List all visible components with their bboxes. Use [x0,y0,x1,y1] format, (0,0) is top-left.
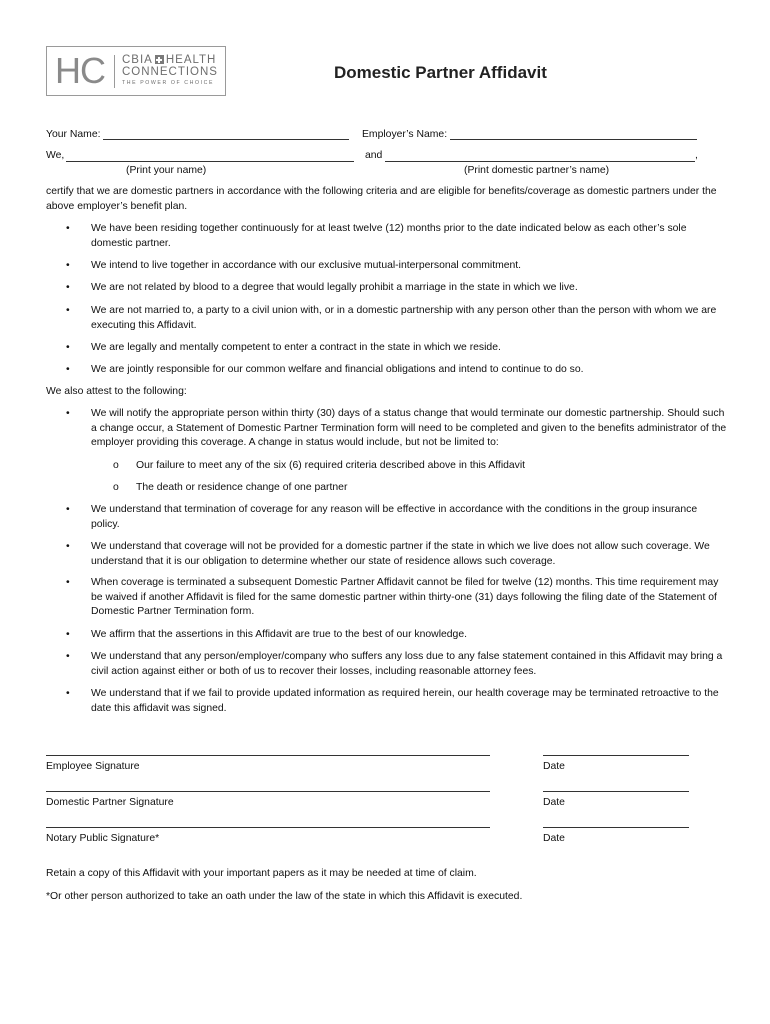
and-label: and [365,150,383,161]
page-title: Domestic Partner Affidavit [334,63,547,82]
partner-signature-label: Domestic Partner Signature [46,797,174,808]
bullet: • [66,688,70,699]
partner-date-field[interactable] [543,791,689,792]
criteria-item: We have been residing together continuously for at least twelve (12) months prior to the date indicated below as each other’s sole domestic partner. [91,223,687,249]
attest-item: When coverage is terminated a subsequent Domestic Partner Affidavit cannot be filed for twelve (12) months. This time requirement may be waived if another Affidavit is filed for the same domestic partner within thirty-one (31) days following the filing date of the Statement of Domestic Partner Termination form. [91,577,719,618]
bullet: • [66,651,70,662]
bullet: • [66,408,70,419]
bullet: • [66,629,70,640]
notary-date-field[interactable] [543,827,689,828]
partner-signature-field[interactable] [46,791,490,792]
logo-text-health: HEALTH [165,54,217,66]
employee-signature-label: Employee Signature [46,761,140,772]
attest-item: We affirm that the assertions in this Affidavit are true to the best of our knowledge. [91,629,468,640]
logo-initials: HC [55,50,105,91]
logo-divider [114,55,115,88]
bullet: • [66,260,70,271]
bullet: • [66,223,70,234]
bullet: • [66,504,70,515]
print-partner-name-field[interactable] [385,161,695,162]
employer-name-label: Employer’s Name: [362,129,448,140]
criteria-item: We are legally and mentally competent to enter a contract in the state in which we reside. [91,342,501,353]
attest-item: We understand that termination of coverage for any reason will be effective in accordance with the conditions in the group insurance policy. [91,504,698,530]
attest-item: We understand that if we fail to provide updated information as required herein, our health coverage may be terminated retroactive to the date this affidavit was signed. [91,688,719,714]
bullet: • [66,342,70,353]
company-logo [46,46,226,96]
criteria-item: We are jointly responsible for our common welfare and financial obligations and intend to continue to do so. [91,364,584,375]
bullet: • [66,577,70,588]
criteria-item: We are not married to, a party to a civil union with, or in a domestic partnership with any person other than the person with whom we are executing this Affidavit. [91,305,717,331]
logo-text-cbia: CBIA [122,54,153,66]
bullet: • [66,305,70,316]
logo-line-2: CONNECTIONS [122,66,218,78]
employer-name-field[interactable] [450,139,697,140]
attest-heading: We also attest to the following: [46,386,187,397]
intro-paragraph: certify that we are domestic partners in accordance with the following criteria and are eligible for benefits/coverage as domestic partners under the above employer’s benefit plan. [46,186,717,212]
notary-date-label: Date [543,833,565,844]
sub-bullet: o [113,460,119,471]
logo-tagline: THE POWER OF CHOICE [122,80,215,86]
bullet: • [66,541,70,552]
comma: , [695,150,698,161]
footnote: *Or other person authorized to take an oath under the law of the state in which this Affidavit is executed. [46,891,523,902]
logo-line-1 [122,54,216,66]
bullet: • [66,364,70,375]
health-cross-icon [155,55,164,64]
partner-date-label: Date [543,797,565,808]
your-name-field[interactable] [103,139,349,140]
attest-item: We understand that any person/employer/company who suffers any loss due to any false statement contained in this Affidavit may bring a civil action against either or both of us to recover their losses, including reasonable attorney fees. [91,651,723,677]
sub-item: Our failure to meet any of the six (6) required criteria described above in this Affidavit [136,460,526,471]
notary-signature-label: Notary Public Signature* [46,833,160,844]
print-your-name-field[interactable] [66,161,354,162]
bullet: • [66,282,70,293]
print-partner-name-caption: (Print domestic partner’s name) [464,165,610,176]
criteria-item: We intend to live together in accordance with our exclusive mutual-interpersonal commitment. [91,260,522,271]
employee-date-field[interactable] [543,755,689,756]
sub-bullet: o [113,482,119,493]
sub-item: The death or residence change of one partner [136,482,348,493]
notary-signature-field[interactable] [46,827,490,828]
print-your-name-caption: (Print your name) [126,165,207,176]
employee-date-label: Date [543,761,565,772]
we-label: We, [46,150,65,161]
criteria-item: We are not related by blood to a degree that would legally prohibit a marriage in the state in which we live. [91,282,578,293]
attest-item: We understand that coverage will not be provided for a domestic partner if the state in which we live does not allow such coverage. We understand that it is our obligation to determine whether our state of residence allows such coverage. [91,541,710,567]
attest-item: We will notify the appropriate person within thirty (30) days of a status change that would terminate our domestic partnership. Should such a change occur, a Statement of Domestic Partner Termination form will need to be completed and given to the benefits administrator of the employer providing this coverage. A change in status would include, but not be limited to: [91,408,727,449]
retain-note: Retain a copy of this Affidavit with your important papers as it may be needed at time of claim. [46,868,477,879]
employee-signature-field[interactable] [46,755,490,756]
your-name-label: Your Name: [46,129,101,140]
